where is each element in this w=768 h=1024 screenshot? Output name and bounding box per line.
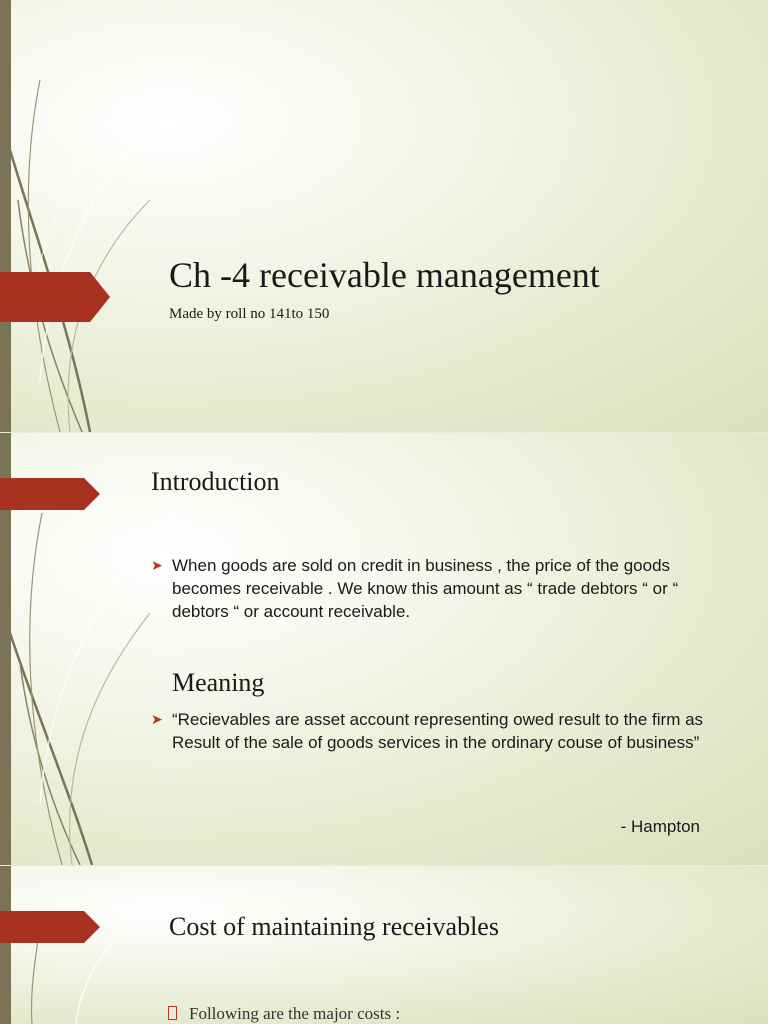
cost-bullet-text: Following are the major costs : (189, 1004, 401, 1023)
title-slide (0, 0, 768, 432)
swoosh-decoration-icon (0, 0, 200, 432)
intro-bullet-text: When goods are sold on credit in business , the price of the goods becomes receivable . We know this amount as “ trade debtors “ or “ debtors “ or account receivable. (172, 556, 679, 621)
cost-slide (0, 866, 768, 1024)
heading-cost: Cost of maintaining receivables (169, 912, 499, 941)
heading-introduction: Introduction (151, 467, 280, 496)
arrow-bullet-icon: ➤ (151, 711, 163, 727)
meaning-bullet-text: “Recievables are asset account representing owed result to the firm as Result of the sale of goods services in the ordinary couse of business” (172, 710, 704, 752)
intro-bullet (151, 554, 711, 623)
meaning-bullet (151, 708, 711, 754)
heading-meaning: Meaning (172, 668, 265, 697)
introduction-slide (0, 433, 768, 865)
side-bar (0, 0, 11, 432)
ribbon-tab-icon (0, 478, 100, 510)
slide-subtitle: Made by roll no 141to 150 (169, 306, 330, 322)
side-bar (0, 866, 11, 1024)
ribbon-tab-icon (0, 272, 110, 322)
attribution: - Hampton (620, 817, 700, 836)
box-bullet-icon (168, 1006, 177, 1020)
swoosh-decoration-icon (0, 866, 200, 1024)
arrow-bullet-icon: ➤ (151, 557, 163, 573)
ribbon-tab-icon (0, 911, 100, 943)
cost-bullet (168, 1004, 400, 1024)
slide-title: Ch -4 receivable management (169, 255, 600, 295)
